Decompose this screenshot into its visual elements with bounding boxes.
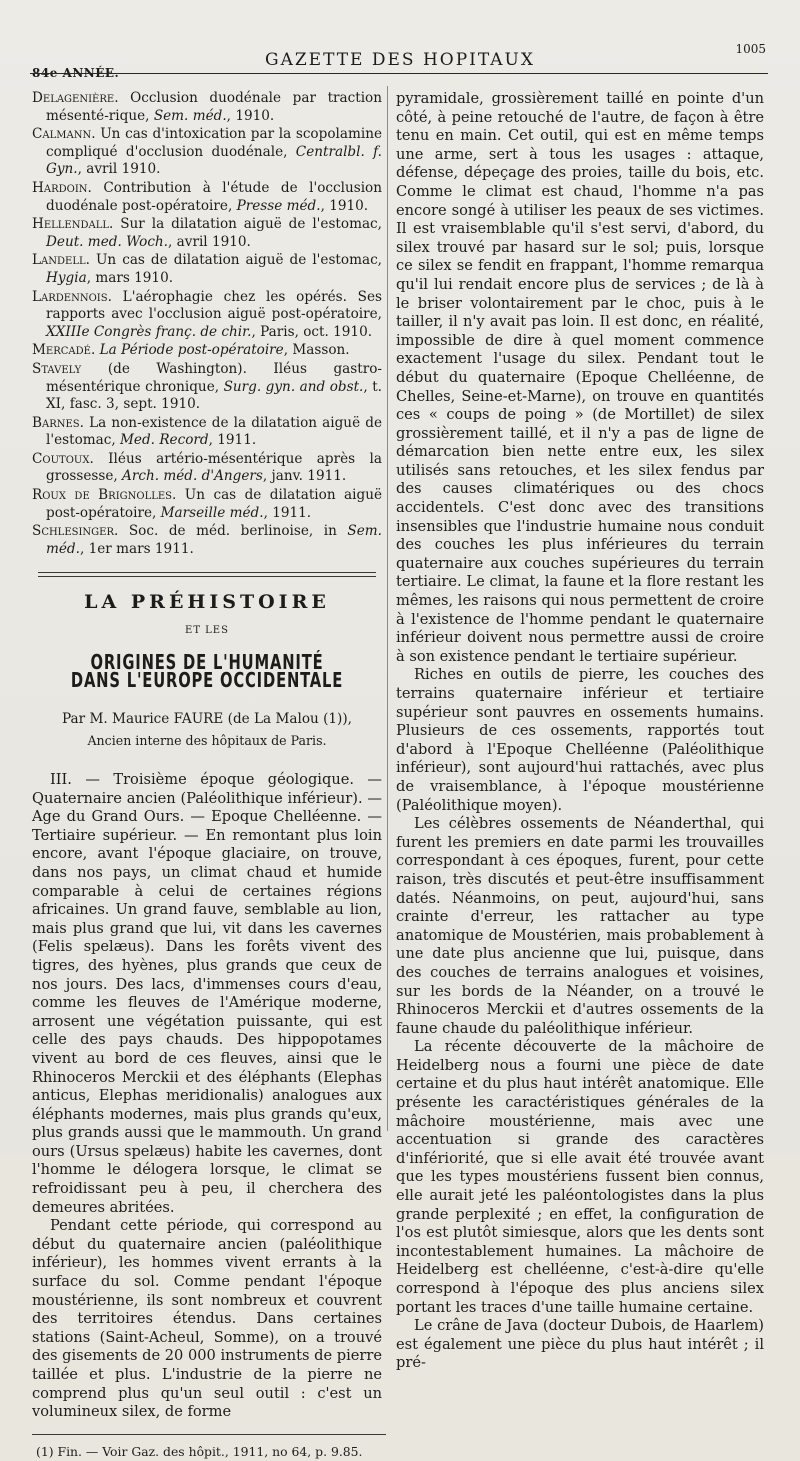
bibliography-entry [32, 289, 382, 342]
bib-text: . Contribution à l'étude de l'occlusion duodénale post-opératoire, [46, 179, 382, 214]
page-number: 1005 [735, 42, 766, 56]
bib-source: Sem. méd. [153, 107, 227, 124]
paragraph: Pendant cette période, qui correspond au début du quaternaire ancien (paléolithique inférieur), les hommes vivent errants à la surface du sol. Comme pendant l'époque moustérienne, ils sont nombreux et couvrent des territoires étendus. Dans certaines stations (Saint-Acheul, Somme), on a trouvé des gisements de 20 000 instruments de pierre taillée et plus. L'industrie de la pierre ne comprend plus qu'un seul outil : c'est un volumineux silex, de forme [32, 1217, 382, 1421]
bib-text: . Iléus artério-mésentérique après la grossesse, [46, 450, 382, 485]
bib-source: La Période post-opératoire [99, 342, 284, 359]
bib-source: Deut. med. Woch. [46, 233, 169, 250]
bib-details: , t. XI, fasc. 3, sept. 1910. [46, 378, 382, 413]
right-body [396, 90, 764, 1373]
article-title: LA PRÉHISTOIRE [84, 591, 330, 614]
page-header [0, 40, 800, 80]
bib-text: . Occlusion duodénale par traction mésenté-rique, [46, 90, 382, 124]
bib-text: . Un cas de dilatation aiguë de l'estomac, [85, 252, 382, 269]
bib-source: Surg. gyn. and obst. [223, 378, 364, 395]
paragraph: III. — Troisième époque géologique. — Quaternaire ancien (Paléolithique inférieur). — Age du Grand Ours. — Epoque Chelléenne. — Tertiaire supérieur. — En remontant plus loin encore, avant l'époque glaciaire, on trouve, dans nos pays, un climat chaud et humide comparable à celui de certaines régions africaines. Un grand fauve, semblable au lion, mais plus grand que lui, vit dans les cavernes (Felis spelæus). Dans les forêts vivent des tigres, des hyènes, plus grands que ceux de nos jours. Des lacs, d'immenses cours d'eau, comme les fleuves de l'Amérique moderne, arrosent une végétation puissante, qui est celle des pays chauds. Des hippopotames vivent au bord de ces fleuves, ainsi que le Rhinoceros Merckii et des éléphants (Elephas anticus, Elephas meridionalis) analogues aux éléphants modernes, mais plus grands qu'eux, plus grands aussi que le mammouth. Un grand ours (Ursus spelæus) habite les cavernes, dont l'homme le délogera lorsque, le climat se refroidissant peu à peu, il cherchera des demeures abritées. [32, 771, 382, 1216]
bibliography-entry [32, 180, 382, 215]
bib-details: , 1911. [208, 432, 257, 449]
bib-author: Calmann [32, 126, 92, 143]
left-column [32, 90, 382, 1461]
bib-author: Stavely [32, 360, 82, 377]
bib-details: , avril 1910. [168, 233, 251, 250]
bib-details: , 1910. [320, 197, 369, 214]
bib-source: Marseille méd. [160, 504, 264, 521]
right-column [396, 90, 764, 1373]
bib-source: Hygia [46, 269, 87, 286]
footnote: (1) Fin. — Voir Gaz. des hôpit., 1911, no 64, p. 9.85. [36, 1443, 363, 1459]
bib-author: Barnes [32, 414, 80, 431]
bibliography-entry [32, 252, 382, 287]
bib-text: . La non-existence de la dilatation aiguë de l'estomac, [46, 414, 382, 449]
bib-text: . Un cas d'intoxication par la scopolamine compliqué d'occlusion duodénale, [46, 126, 382, 160]
bib-text: . Un cas de dilatation aiguë post-opératoire, [46, 487, 382, 521]
bibliography [32, 90, 382, 558]
column-divider [387, 86, 388, 1131]
bibliography-entry [32, 342, 382, 360]
bib-author: Landell [32, 252, 86, 269]
bib-source: Arch. méd. d'Angers [122, 468, 263, 485]
bibliography-entry [32, 126, 382, 179]
bibliography-entry [32, 523, 382, 558]
bib-details: , 1911. [263, 504, 312, 521]
bib-source: Med. Record [120, 432, 209, 449]
bibliography-entry [32, 451, 382, 486]
year-label: 84e ANNÉE. [32, 66, 120, 80]
bib-author: Hardoin [32, 179, 88, 196]
bib-text: . Soc. de méd. berlinoise, in [114, 523, 348, 540]
bib-author: Coutoux [32, 450, 90, 467]
bib-details: , mars 1910. [86, 269, 174, 286]
author-role: Ancien interne des hôpitaux de Paris. [87, 733, 327, 749]
bibliography-entry [32, 216, 382, 251]
bib-text: (de Washington). Iléus gastro-mésentérique chronique, [46, 360, 382, 395]
section-divider [38, 572, 376, 577]
paragraph: pyramidale, grossièrement taillé en pointe d'un côté, à peine retouché de l'autre, de façon à être tenu en main. Cet outil, qui est en même temps une arme, sert à tous les usages : attaque, défense, dépeçage des proies, taille du bois, etc. Comme le climat est chaud, l'homme n'a pas encore songé à utiliser les peaux de ses victimes. Il est vraisemblable qu'il s'est servi, d'abord, du silex trouvé par hasard sur le sol; puis, lorsque ce silex se fendit en frappant, l'homme remarqua qu'il lui rendait encore plus de services ; de là à le briser volontairement par le choc, puis à le tailler, il n'y avait pas loin. Il est donc, en réalité, impossible de dire à quel moment commence exactement l'usage du silex. Pendant tout le début du quaternaire (Epoque Chelléenne, de Chelles, Seine-et-Marne), on trouve en quantités ces « coups de poing » (de Mortillet) de silex grossièrement taillé, et il n'y a pas de ligne de démarcation bien nette entre eux, les silex utilisés sans retouches, et les silex fendus par des causes climatériques ou des chocs accidentels. C'est donc avec des transitions insensibles que l'industrie humaine nous conduit des couches les plus inférieures du terrain quaternaire aux couches supérieures du terrain tertiaire. Le climat, la faune et la flore restant les mêmes, les raisons qui nous permettent de croire à l'existence de l'homme pendant le quaternaire inférieur doivent nous permettre aussi de croire à son existence pendant le tertiaire supérieur. [396, 90, 764, 665]
left-body [32, 771, 382, 1422]
bib-details: , 1er mars 1911. [79, 540, 194, 557]
bib-details: , 1910. [226, 107, 275, 124]
bib-text: . Sur la dilatation aiguë de l'estomac, [109, 216, 382, 233]
bib-author: Lardennois [32, 288, 108, 305]
bib-author: Roux de Brignolles [32, 487, 173, 504]
bibliography-entry [32, 90, 382, 125]
bib-details: , janv. 1911. [262, 468, 347, 485]
bibliography-entry [32, 487, 382, 522]
article-author: Par M. Maurice FAURE (de La Malou (1)), [62, 710, 352, 727]
bib-source: Sem. méd. [46, 523, 382, 557]
header-rule [30, 73, 768, 74]
journal-title: GAZETTE DES HOPITAUX [264, 50, 535, 70]
bib-author: Delagenière [32, 90, 115, 106]
bib-text: . L'aérophagie chez les opérés. Ses rapports avec l'occlusion aiguë post-opératoire, [46, 288, 382, 323]
paragraph: Le crâne de Java (docteur Dubois, de Haarlem) est également une pièce du plus haut intérêt ; il pré- [396, 1317, 764, 1372]
bib-details: , Masson. [283, 342, 350, 359]
bib-details: , Paris, oct. 1910. [251, 323, 373, 340]
bibliography-entry [32, 361, 382, 414]
bibliography-entry [32, 415, 382, 450]
bib-source: XXIIIe Congrès franç. de chir. [46, 323, 252, 340]
bib-source: Centralbl. f. Gyn. [46, 143, 382, 178]
bib-author: Schlesinger [32, 523, 114, 540]
paragraph: La récente découverte de la mâchoire de Heidelberg nous a fourni une pièce de date certaine et du plus haut intérêt anatomique. Elle présente les caractéristiques générales de la mâchoire moustérienne, mais avec une accentuation si grande des caractères d'infériorité, que si elle avait été trouvée avant que les types moustériens fussent bien connus, elle aurait jeté les paléontologistes dans la plus grande perplexité ; en effet, la configuration de l'os est plutôt simiesque, alors que les dents sont incontestablement humaines. La mâchoire de Heidelberg est chelléenne, c'est-à-dire qu'elle correspond à l'époque des plus anciens silex portant les traces d'une taille humaine certaine. [396, 1038, 764, 1316]
bib-author: Mercadé [32, 342, 91, 359]
footnote-rule [32, 1434, 386, 1435]
bib-text: . [90, 342, 100, 359]
paragraph: Riches en outils de pierre, les couches des terrains quaternaire inférieur et tertiaire supérieur sont pauvres en ossements humains. Plusieurs de ces ossements, rapportés tout d'abord à l'Epoque Chelléenne (Paléolithique inférieur), sont aujourd'hui rattachés, avec plus de vraisemblance, à l'époque moustérienne (Paléolithique moyen). [396, 666, 764, 814]
bib-source: Presse méd. [236, 197, 321, 214]
paragraph: Les célèbres ossements de Néanderthal, qui furent les premiers en date parmi les trouvailles correspondant à ces époques, furent, pour cette raison, très discutés et peut-être insuffisamment datés. Néanmoins, on peut, aujourd'hui, sans crainte d'erreur, les rattacher au type anatomique de Moustérien, mais probablement à une date plus ancienne que lui, puisque, dans des couches de terrains analogues et voisines, sur les bords de la Néander, on a trouvé le Rhinoceros Merckii et d'autres ossements de la faune chaude du paléolithique inférieur. [396, 815, 764, 1037]
bib-author: Hellendall [32, 216, 110, 233]
article-subtitle: ORIGINES DE L'HUMANITÉ DANS L'EUROPE OCCIDENTALE [70, 649, 344, 693]
article-title-connector: ET LES [185, 625, 229, 637]
bib-details: , avril 1910. [77, 161, 161, 178]
